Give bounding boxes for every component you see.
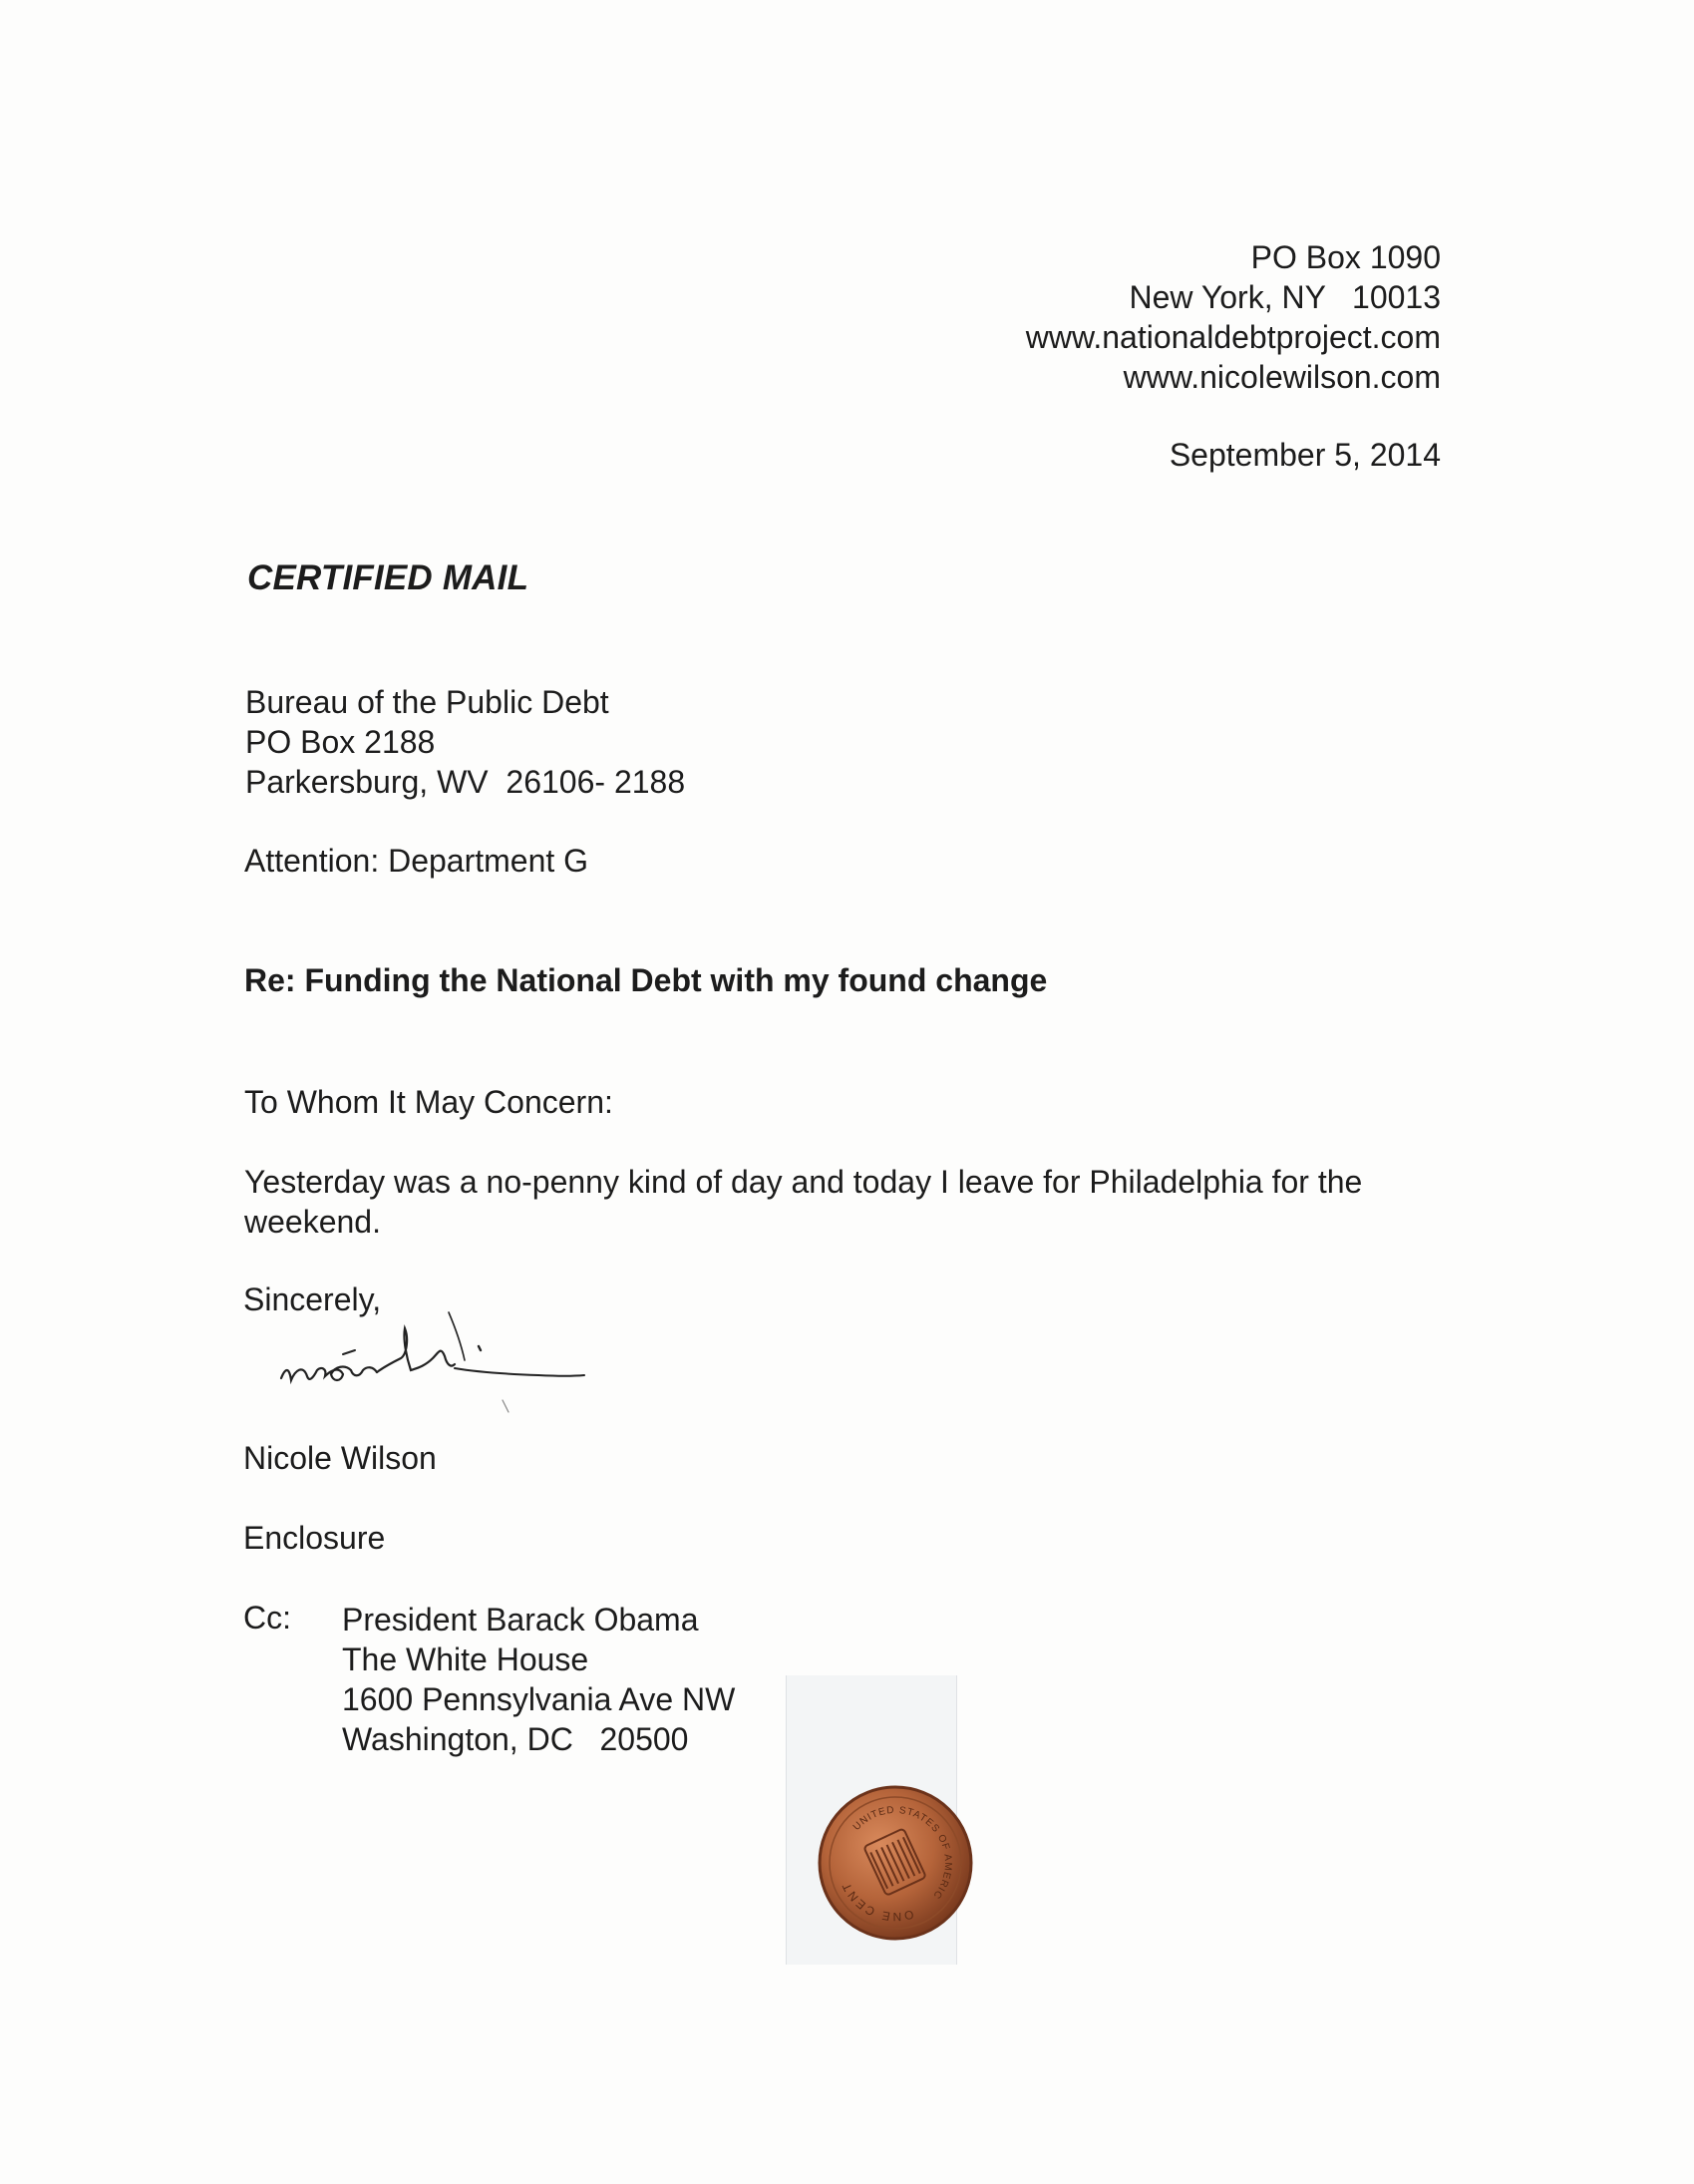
cc-street: 1600 Pennsylvania Ave NW	[342, 1681, 736, 1717]
salutation: To Whom It May Concern:	[244, 1084, 613, 1120]
letter-date: September 5, 2014	[1169, 437, 1441, 473]
handwritten-signature	[269, 1296, 628, 1436]
letter-body: Yesterday was a no-penny kind of day and today I leave for Philadelphia for the weekend.	[244, 1164, 1363, 1240]
certified-mail-label: CERTIFIED MAIL	[247, 558, 529, 597]
recipient-po-box: PO Box 2188	[245, 724, 436, 760]
cc-address	[342, 1600, 735, 1759]
cc-name: President Barack Obama	[342, 1602, 699, 1638]
cc-building: The White House	[342, 1641, 589, 1677]
penny-coin	[816, 1783, 975, 1943]
cc-label: Cc:	[243, 1600, 291, 1636]
subject-line: Re: Funding the National Debt with my found change	[244, 962, 1048, 998]
recipient-address	[245, 682, 685, 802]
attention-line: Attention: Department G	[244, 843, 589, 879]
penny-left-text: ONE CENT	[838, 1879, 915, 1925]
enclosure-note: Enclosure	[243, 1520, 386, 1556]
sender-po-box: PO Box 1090	[1250, 239, 1441, 275]
sender-city: New York, NY 10013	[1129, 279, 1441, 315]
closing: Sincerely,	[243, 1281, 382, 1317]
recipient-name: Bureau of the Public Debt	[245, 684, 609, 720]
signer-name: Nicole Wilson	[243, 1440, 437, 1476]
cc-city: Washington, DC 20500	[342, 1721, 689, 1757]
sender-website-2: www.nicolewilson.com	[1123, 359, 1441, 395]
sender-website-1: www.nationaldebtproject.com	[1025, 319, 1441, 355]
recipient-city: Parkersburg, WV 26106- 2188	[245, 764, 686, 800]
penny-top-text: UNITED STATES OF AMERICA	[850, 1804, 954, 1902]
sender-address	[1026, 237, 1441, 397]
